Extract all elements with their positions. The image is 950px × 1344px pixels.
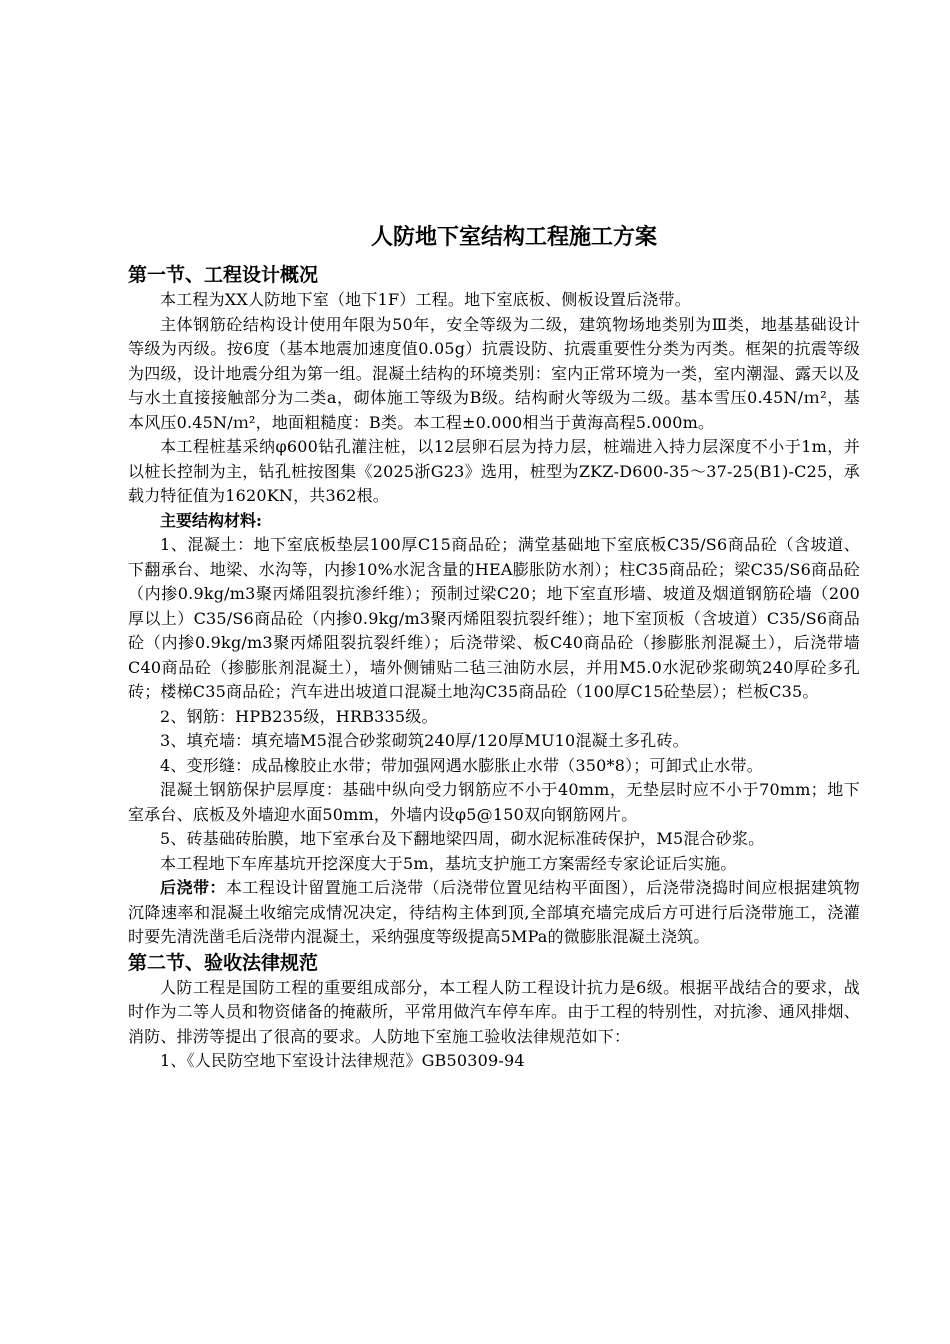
material-brick-formwork: 5、砖基础砖胎膜，地下室承台及下翻地梁四周，砌水泥标准砖保护，M5混合砂浆。 <box>160 829 765 848</box>
material-rebar: 2、钢筋：HPB235级，HRB335级。 <box>160 706 438 726</box>
concrete-cover-thickness: 混凝土钢筋保护层厚度：基础中纵向受力钢筋应不小于40mm，无垫层时应不小于70mm；地下室承台、底板及外墙迎水面50mm，外墙内设φ5@150双向钢筋网片。 <box>128 780 860 824</box>
post-pour-strip-text: 本工程设计留置施工后浇带（后浇带位置见结构平面图），后浇带浇捣时间应根据建筑物沉降速率和混凝土收缩完成情况决定，待结构主体到顶,全部填充墙完成后方可进行后浇带施工，浇灌时要先清洗凿毛后浇带内混凝土，采纳强度等级提高5MPa的微膨胀混凝土浇筑。 <box>128 878 860 946</box>
section-2-heading: 第二节、验收法律规范 <box>128 951 319 974</box>
post-pour-strip-paragraph <box>128 876 860 950</box>
regulation-item-1: 1、《人民防空地下室设计法律规范》GB50309-94 <box>160 1051 525 1070</box>
section-1-heading: 第一节、工程设计概况 <box>128 264 319 286</box>
section-1-paragraph-2: 主体钢筋砼结构设计使用年限为50年，安全等级为二级，建筑物场地类别为Ⅲ类，地基基础设计等级为丙级。按6度（基本地震加速度值0.05g）抗震设防、抗震重要性分类为丙类。框架的抗震等级为四级，设计地震分组为第一组。混凝土结构的环境类别：室内正常环境为一类，室内潮湿、露天以及与水土直接接触部分为二类a，砌体施工等级为B级。结构耐火等级为二级。基本雪压0.45N/ｍ²，基本风压0.45N/ｍ²，地面粗糙度：B类。本工程±0.000相当于黄海高程5.000m。 <box>128 314 860 432</box>
material-concrete: 1、混凝土：地下室底板垫层100厚C15商品砼；满堂基础地下室底板C35/S6商品砼（含坡道、下翻承台、地梁、水沟等，内掺10%水泥含量的HEA膨胀防水剂）；柱C35商品砼；梁C35/S6商品砼（内掺0.9kg/m3聚丙烯阻裂抗渗纤维）；预制过梁C20；地下室直形墙、坡道及烟道钢筋砼墙（200厚以上）C35/S6商品砼（内掺0.9kg/m3聚丙烯阻裂抗裂纤维）；地下室顶板（含坡道）C35/S6商品砼（内掺0.9kg/m3聚丙烯阻裂抗裂纤维）；后浇带梁、板C40商品砼（掺膨胀剂混凝土），后浇带墙C40商品砼（掺膨胀剂混凝土），墙外侧铺贴二毡三油防水层，并用M5.0水泥砂浆砌筑240厚砼多孔砖；楼梯C35商品砼；汽车进出坡道口混凝土地沟C35商品砼（100厚C15砼垫层）；栏板C35。 <box>128 535 860 701</box>
section-2-paragraph-1: 人防工程是国防工程的重要组成部分，本工程人防工程设计抗力是6级。根据平战结合的要求，战时作为二等人员和物资储备的掩蔽所，平常用做汽车停车库。由于工程的特别性，对抗渗、通风排烟、消防、排涝等提出了很高的要求。人防地下室施工验收法律规范如下： <box>128 977 860 1046</box>
document-title: 人防地下室结构工程施工方案 <box>370 225 657 250</box>
material-infill-wall: 3、填充墙：填充墙M5混合砂浆砌筑240厚/120厚MU10混凝土多孔砖。 <box>160 731 689 750</box>
excavation-note: 本工程地下车库基坑开挖深度大于5m，基坑支护施工方案需经专家论证后实施。 <box>160 853 737 873</box>
document-page <box>128 222 860 1074</box>
section-1-paragraph-1: 本工程为XX人防地下室（地下1F）工程。地下室底板、侧板设置后浇带。 <box>160 290 691 309</box>
section-1-paragraph-3: 本工程桩基采纳φ600钻孔灌注桩，以12层卵石层为持力层，桩端进入持力层深度不小于1m，并以桩长控制为主，钻孔桩按图集《2025浙G23》选用，桩型为ZKZ-D600-35～37-25(B1)-C25，承载力特征值为1620KN，共362根。 <box>128 437 860 505</box>
materials-heading: 主要结构材料: <box>160 510 262 530</box>
material-expansion-joint: 4、变形缝：成品橡胶止水带；带加强网遇水膨胀止水带（350*8）；可卸式止水带。 <box>160 755 763 775</box>
post-pour-strip-label: 后浇带： <box>160 878 226 897</box>
